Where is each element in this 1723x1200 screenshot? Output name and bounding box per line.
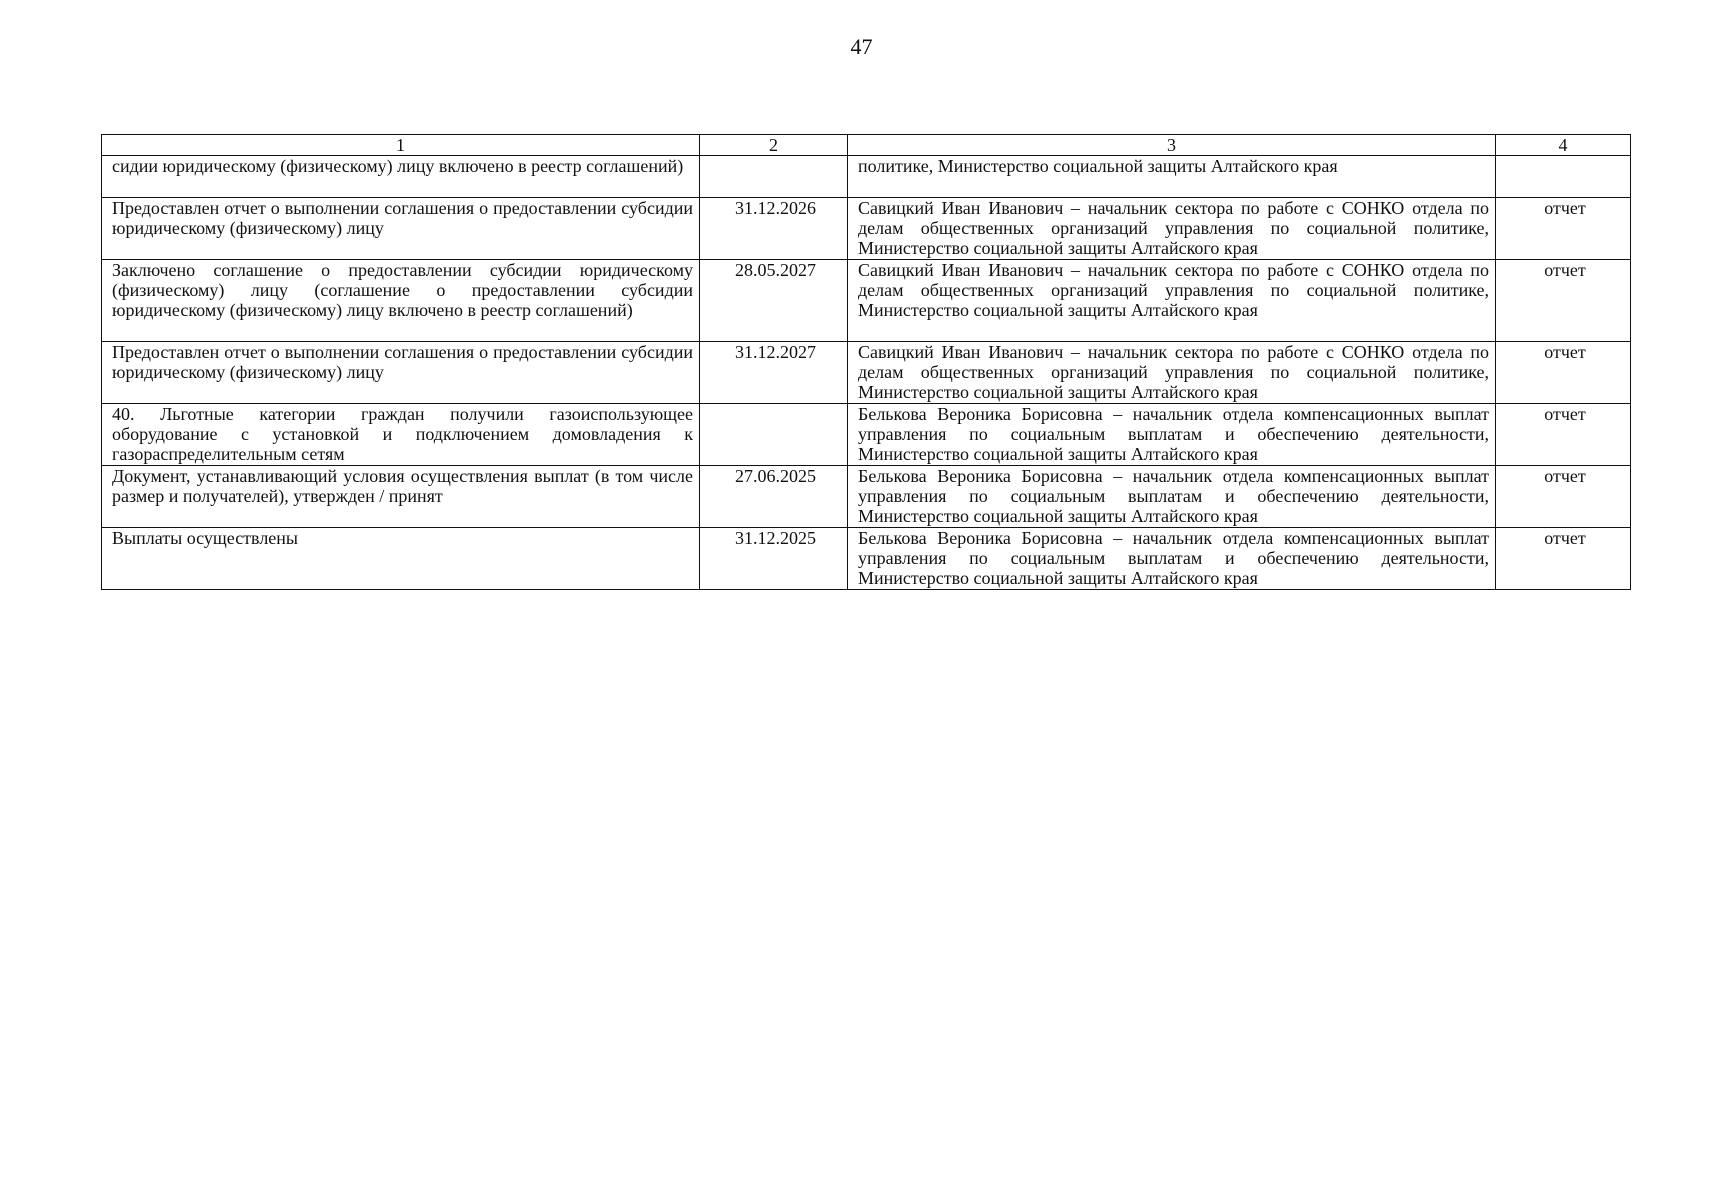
column-header-2: 2 bbox=[700, 135, 848, 156]
document-cell bbox=[1496, 156, 1631, 198]
responsible-cell: Белькова Вероника Борисовна – начальник отдела компенсационных выплат управления по социальным выплатам и обеспечению деятельности, Министерство социальной защиты Алтайского края bbox=[848, 528, 1496, 590]
responsible-cell: Белькова Вероника Борисовна – начальник отдела компенсационных выплат управления по социальным выплатам и обеспечению деятельности, Министерство социальной защиты Алтайского края bbox=[848, 404, 1496, 466]
date-cell: 27.06.2025 bbox=[700, 466, 848, 528]
column-header-3: 3 bbox=[848, 135, 1496, 156]
date-cell: 31.12.2025 bbox=[700, 528, 848, 590]
column-header-4: 4 bbox=[1496, 135, 1631, 156]
page-number: 47 bbox=[850, 34, 873, 59]
responsible-cell: политике, Министерство социальной защиты Алтайского края bbox=[848, 156, 1496, 198]
document-cell: отчет bbox=[1496, 342, 1631, 404]
column-header-1: 1 bbox=[102, 135, 700, 156]
table-row bbox=[102, 466, 1631, 528]
document-cell: отчет bbox=[1496, 198, 1631, 260]
date-cell: 31.12.2026 bbox=[700, 198, 848, 260]
responsible-cell: Савицкий Иван Иванович – начальник сектора по работе с СОНКО отдела по делам общественных организаций управления по социальной политике, Министерство социальной защиты Алтайского края bbox=[848, 198, 1496, 260]
date-cell bbox=[700, 156, 848, 198]
table-container bbox=[101, 134, 1630, 590]
table-row bbox=[102, 260, 1631, 342]
table-body bbox=[102, 156, 1631, 590]
table-row bbox=[102, 528, 1631, 590]
event-cell: Предоставлен отчет о выполнении соглашения о предоставлении субсидии юридическому (физическому) лицу bbox=[102, 198, 700, 260]
document-cell: отчет bbox=[1496, 466, 1631, 528]
date-cell bbox=[700, 404, 848, 466]
event-cell: сидии юридическому (физическому) лицу включено в реестр соглашений) bbox=[102, 156, 700, 198]
table-row bbox=[102, 404, 1631, 466]
activity-table bbox=[101, 134, 1631, 590]
date-cell: 31.12.2027 bbox=[700, 342, 848, 404]
document-cell: отчет bbox=[1496, 260, 1631, 342]
header-row bbox=[102, 135, 1631, 156]
responsible-cell: Савицкий Иван Иванович – начальник сектора по работе с СОНКО отдела по делам общественных организаций управления по социальной политике, Министерство социальной защиты Алтайского края bbox=[848, 260, 1496, 342]
table-row bbox=[102, 342, 1631, 404]
event-cell: Документ, устанавливающий условия осуществления выплат (в том числе размер и получателей), утвержден / принят bbox=[102, 466, 700, 528]
responsible-cell: Белькова Вероника Борисовна – начальник отдела компенсационных выплат управления по социальным выплатам и обеспечению деятельности, Министерство социальной защиты Алтайского края bbox=[848, 466, 1496, 528]
table-row bbox=[102, 156, 1631, 198]
responsible-cell: Савицкий Иван Иванович – начальник сектора по работе с СОНКО отдела по делам общественных организаций управления по социальной политике, Министерство социальной защиты Алтайского края bbox=[848, 342, 1496, 404]
event-cell: Выплаты осуществлены bbox=[102, 528, 700, 590]
event-cell: 40. Льготные категории граждан получили газоиспользующее оборудование с установкой и подключением домовладения к газораспределительным сетям bbox=[102, 404, 700, 466]
event-cell: Предоставлен отчет о выполнении соглашения о предоставлении субсидии юридическому (физическому) лицу bbox=[102, 342, 700, 404]
date-cell: 28.05.2027 bbox=[700, 260, 848, 342]
document-cell: отчет bbox=[1496, 404, 1631, 466]
event-cell: Заключено соглашение о предоставлении субсидии юридическому (физическому) лицу (соглашение о предоставлении субсидии юридическому (физическому) лицу включено в реестр соглашений) bbox=[102, 260, 700, 342]
document-cell: отчет bbox=[1496, 528, 1631, 590]
table-header bbox=[102, 135, 1631, 156]
table-row bbox=[102, 198, 1631, 260]
